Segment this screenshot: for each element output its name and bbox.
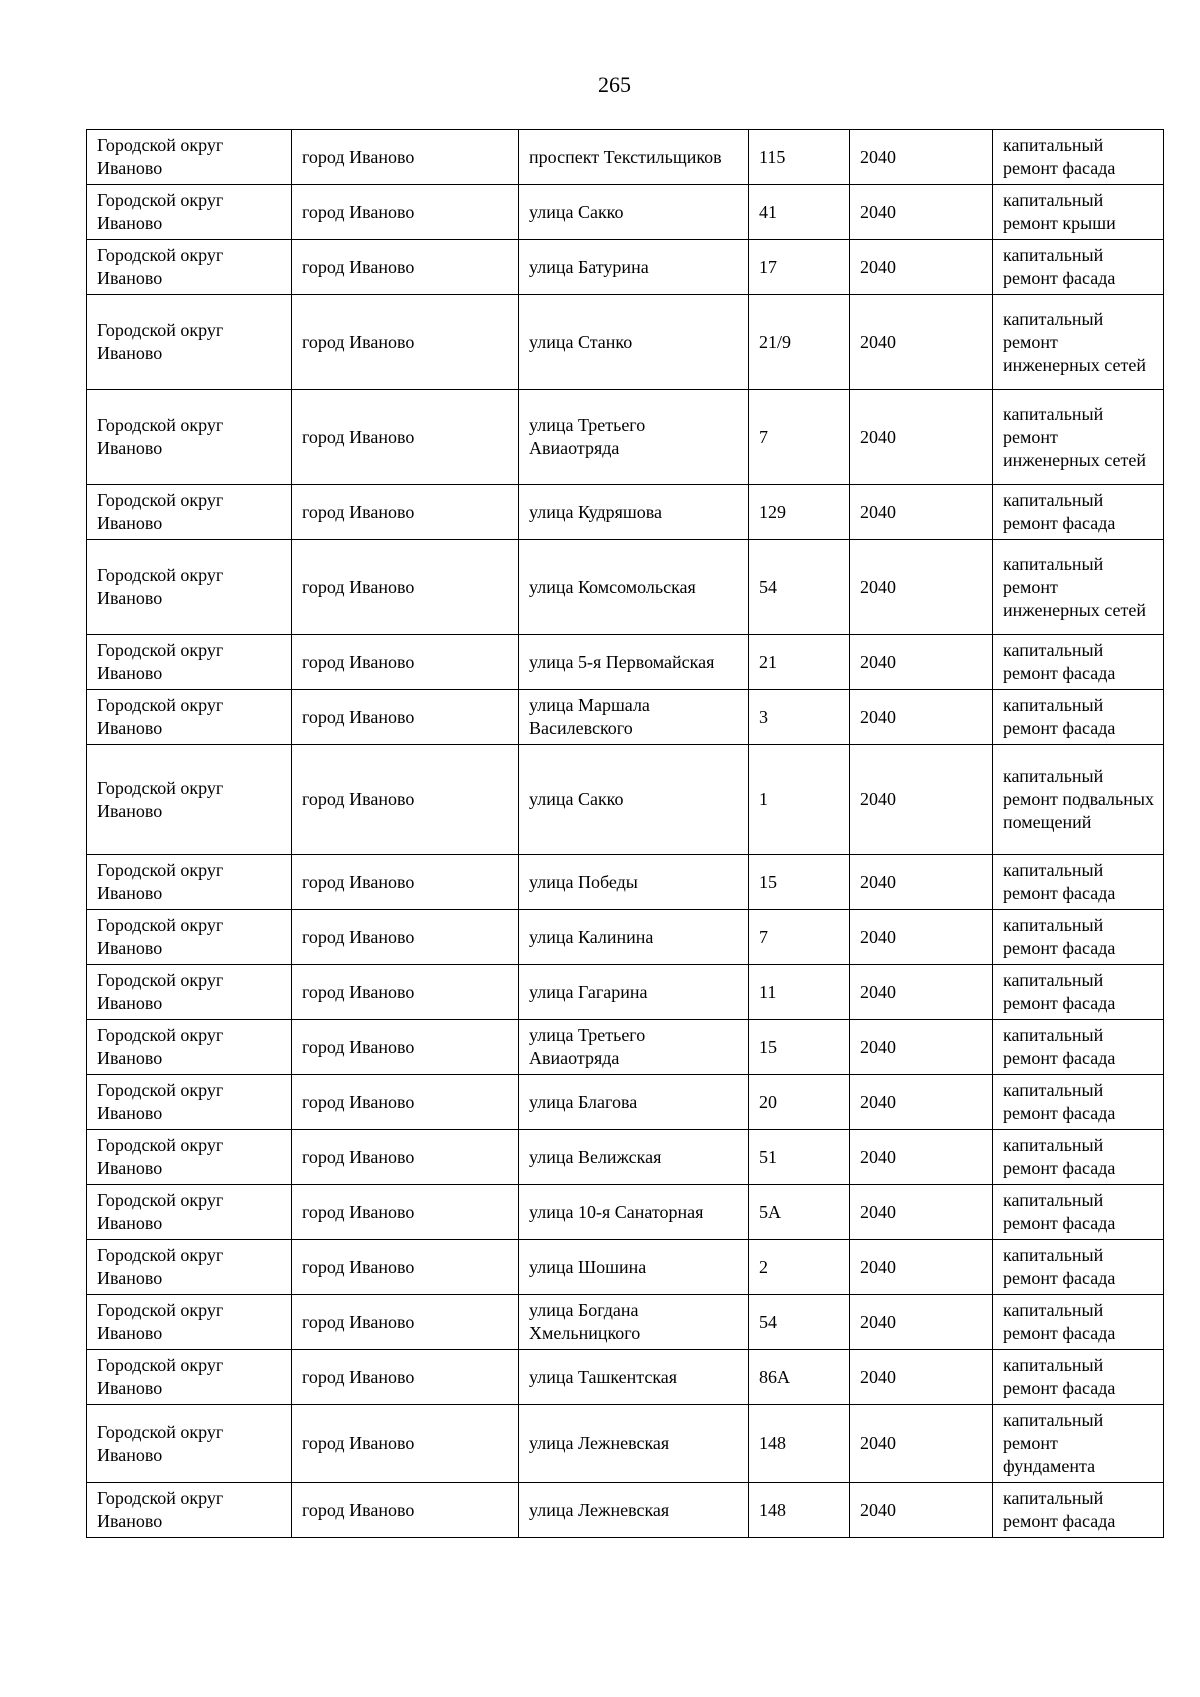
cell-municipal-district: Городской округ Иваново [87,855,292,910]
table-row [87,1295,1164,1350]
cell-planned-year: 2040 [850,965,993,1020]
table-row [87,130,1164,185]
table-row [87,240,1164,295]
cell-work-type: капитальный ремонт фасада [993,240,1164,295]
table-body [87,130,1164,1538]
cell-work-type: капитальный ремонт фасада [993,965,1164,1020]
cell-house-number: 7 [749,910,850,965]
cell-settlement: город Иваново [292,1075,519,1130]
cell-planned-year: 2040 [850,855,993,910]
cell-settlement: город Иваново [292,185,519,240]
cell-planned-year: 2040 [850,1240,993,1295]
cell-street: улица Маршала Василевского [519,690,749,745]
cell-settlement: город Иваново [292,635,519,690]
cell-house-number: 41 [749,185,850,240]
cell-settlement: город Иваново [292,1020,519,1075]
table-row [87,855,1164,910]
cell-work-type: капитальный ремонт фасада [993,1185,1164,1240]
cell-planned-year: 2040 [850,240,993,295]
cell-house-number: 54 [749,540,850,635]
cell-municipal-district: Городской округ Иваново [87,1483,292,1538]
cell-planned-year: 2040 [850,130,993,185]
cell-work-type: капитальный ремонт фундамента [993,1405,1164,1483]
cell-municipal-district: Городской округ Иваново [87,635,292,690]
cell-municipal-district: Городской округ Иваново [87,1295,292,1350]
cell-municipal-district: Городской округ Иваново [87,390,292,485]
cell-house-number: 21/9 [749,295,850,390]
cell-work-type: капитальный ремонт подвальных помещений [993,745,1164,855]
table-row [87,910,1164,965]
cell-municipal-district: Городской округ Иваново [87,240,292,295]
cell-house-number: 129 [749,485,850,540]
cell-house-number: 86А [749,1350,850,1405]
page-number: 265 [598,72,631,97]
cell-municipal-district: Городской округ Иваново [87,745,292,855]
table-row [87,390,1164,485]
table-row [87,965,1164,1020]
cell-planned-year: 2040 [850,635,993,690]
cell-house-number: 115 [749,130,850,185]
cell-street: улица Станко [519,295,749,390]
cell-work-type: капитальный ремонт инженерных сетей [993,540,1164,635]
cell-work-type: капитальный ремонт фасада [993,1240,1164,1295]
cell-street: улица 10-я Санаторная [519,1185,749,1240]
cell-settlement: город Иваново [292,965,519,1020]
cell-house-number: 15 [749,855,850,910]
cell-settlement: город Иваново [292,295,519,390]
cell-work-type: капитальный ремонт фасада [993,130,1164,185]
table-row [87,1075,1164,1130]
cell-planned-year: 2040 [850,690,993,745]
cell-street: улица Кудряшова [519,485,749,540]
cell-street: улица Шошина [519,1240,749,1295]
cell-settlement: город Иваново [292,855,519,910]
cell-work-type: капитальный ремонт фасада [993,910,1164,965]
cell-municipal-district: Городской округ Иваново [87,130,292,185]
table-row [87,1350,1164,1405]
cell-planned-year: 2040 [850,485,993,540]
cell-street: улица Велижская [519,1130,749,1185]
cell-settlement: город Иваново [292,910,519,965]
cell-street: улица Третьего Авиаотряда [519,1020,749,1075]
cell-house-number: 3 [749,690,850,745]
cell-municipal-district: Городской округ Иваново [87,295,292,390]
cell-settlement: город Иваново [292,1130,519,1185]
cell-house-number: 17 [749,240,850,295]
cell-municipal-district: Городской округ Иваново [87,1020,292,1075]
cell-planned-year: 2040 [850,1185,993,1240]
cell-house-number: 148 [749,1405,850,1483]
cell-street: проспект Текстильщиков [519,130,749,185]
cell-street: улица Сакко [519,185,749,240]
cell-house-number: 15 [749,1020,850,1075]
cell-municipal-district: Городской округ Иваново [87,485,292,540]
cell-municipal-district: Городской округ Иваново [87,690,292,745]
table-row [87,1185,1164,1240]
cell-municipal-district: Городской округ Иваново [87,1350,292,1405]
cell-municipal-district: Городской округ Иваново [87,540,292,635]
table-row [87,540,1164,635]
cell-house-number: 20 [749,1075,850,1130]
cell-municipal-district: Городской округ Иваново [87,965,292,1020]
cell-house-number: 11 [749,965,850,1020]
cell-municipal-district: Городской округ Иваново [87,910,292,965]
cell-work-type: капитальный ремонт инженерных сетей [993,295,1164,390]
cell-work-type: капитальный ремонт фасада [993,1483,1164,1538]
cell-house-number: 54 [749,1295,850,1350]
cell-work-type: капитальный ремонт фасада [993,635,1164,690]
cell-work-type: капитальный ремонт фасада [993,1130,1164,1185]
cell-street: улица Благова [519,1075,749,1130]
cell-street: улица Лежневская [519,1483,749,1538]
cell-settlement: город Иваново [292,745,519,855]
cell-planned-year: 2040 [850,295,993,390]
cell-work-type: капитальный ремонт крыши [993,185,1164,240]
cell-settlement: город Иваново [292,1295,519,1350]
cell-settlement: город Иваново [292,130,519,185]
cell-house-number: 1 [749,745,850,855]
cell-planned-year: 2040 [850,745,993,855]
cell-work-type: капитальный ремонт фасада [993,1020,1164,1075]
cell-municipal-district: Городской округ Иваново [87,1185,292,1240]
cell-street: улица Ташкентская [519,1350,749,1405]
table-row [87,1483,1164,1538]
cell-street: улица Лежневская [519,1405,749,1483]
table-row [87,690,1164,745]
table-row [87,1240,1164,1295]
cell-municipal-district: Городской округ Иваново [87,1075,292,1130]
cell-house-number: 21 [749,635,850,690]
cell-planned-year: 2040 [850,540,993,635]
cell-street: улица Калинина [519,910,749,965]
cell-settlement: город Иваново [292,1483,519,1538]
cell-settlement: город Иваново [292,1405,519,1483]
cell-municipal-district: Городской округ Иваново [87,1130,292,1185]
cell-municipal-district: Городской округ Иваново [87,185,292,240]
cell-settlement: город Иваново [292,240,519,295]
cell-house-number: 7 [749,390,850,485]
cell-street: улица Богдана Хмельницкого [519,1295,749,1350]
cell-planned-year: 2040 [850,1130,993,1185]
table-row [87,1020,1164,1075]
cell-street: улица Батурина [519,240,749,295]
cell-work-type: капитальный ремонт фасада [993,485,1164,540]
cell-settlement: город Иваново [292,540,519,635]
cell-planned-year: 2040 [850,390,993,485]
cell-work-type: капитальный ремонт фасада [993,690,1164,745]
cell-planned-year: 2040 [850,1295,993,1350]
cell-settlement: город Иваново [292,485,519,540]
cell-settlement: город Иваново [292,1185,519,1240]
cell-street: улица Победы [519,855,749,910]
cell-house-number: 51 [749,1130,850,1185]
table-row [87,745,1164,855]
cell-work-type: капитальный ремонт фасада [993,855,1164,910]
cell-municipal-district: Городской округ Иваново [87,1405,292,1483]
cell-planned-year: 2040 [850,185,993,240]
table-row [87,485,1164,540]
cell-planned-year: 2040 [850,1405,993,1483]
cell-street: улица Сакко [519,745,749,855]
table-row [87,635,1164,690]
cell-street: улица Третьего Авиаотряда [519,390,749,485]
cell-settlement: город Иваново [292,1240,519,1295]
cell-settlement: город Иваново [292,1350,519,1405]
cell-work-type: капитальный ремонт фасада [993,1075,1164,1130]
cell-settlement: город Иваново [292,390,519,485]
cell-street: улица 5-я Первомайская [519,635,749,690]
cell-planned-year: 2040 [850,1350,993,1405]
cell-work-type: капитальный ремонт фасада [993,1350,1164,1405]
cell-house-number: 2 [749,1240,850,1295]
cell-settlement: город Иваново [292,690,519,745]
cell-planned-year: 2040 [850,1483,993,1538]
cell-work-type: капитальный ремонт фасада [993,1295,1164,1350]
table-row [87,1130,1164,1185]
cell-municipal-district: Городской округ Иваново [87,1240,292,1295]
cell-house-number: 148 [749,1483,850,1538]
cell-planned-year: 2040 [850,910,993,965]
cell-street: улица Гагарина [519,965,749,1020]
cell-planned-year: 2040 [850,1020,993,1075]
cell-work-type: капитальный ремонт инженерных сетей [993,390,1164,485]
repair-schedule-table [86,129,1164,1538]
cell-street: улица Комсомольская [519,540,749,635]
table-row [87,185,1164,240]
cell-house-number: 5А [749,1185,850,1240]
table-row [87,295,1164,390]
cell-planned-year: 2040 [850,1075,993,1130]
table-row [87,1405,1164,1483]
